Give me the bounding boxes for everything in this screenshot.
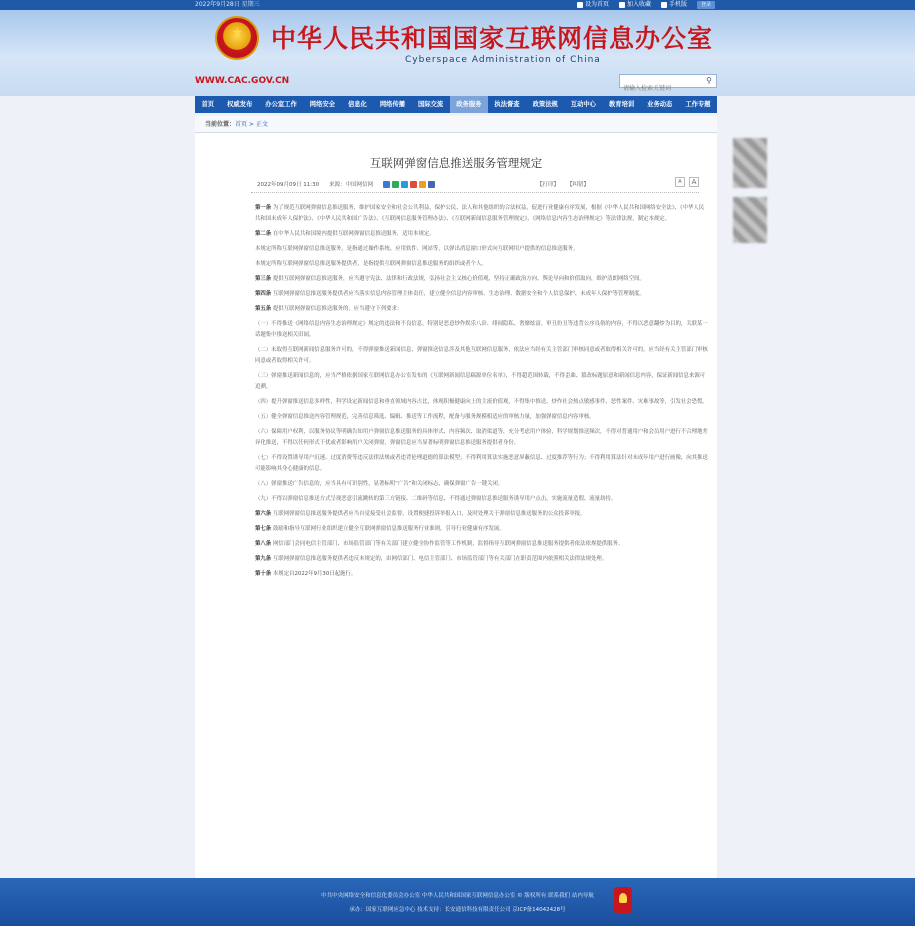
article-paragraph bbox=[255, 289, 709, 300]
share-weibo-icon[interactable] bbox=[410, 181, 417, 188]
nav-item[interactable]: 工作专题 bbox=[685, 101, 711, 108]
article-paragraph-lead: 第七条 bbox=[255, 526, 272, 532]
site-header bbox=[0, 10, 915, 96]
set-homepage-link[interactable]: 设为首页 bbox=[577, 0, 609, 10]
article-paragraph-text: 互联网弹窗信息推送服务提供者违反本规定的，由网信部门、电信主管部门、市场监管部门等有关部门在职责范围内依照相关法律法规处理。 bbox=[272, 556, 608, 562]
site-footer bbox=[0, 878, 915, 926]
nav-item[interactable]: 执法督查 bbox=[494, 101, 520, 108]
top-bar bbox=[0, 0, 915, 10]
article-paragraph-text: （六）保障用户权利，以服务协议等明确告知用户弹窗信息推送服务的具体形式、内容频次、取消渠道等，充分考虑用户体验，科学规划推送频次，不得对普通用户和会员用户进行不合理地差异化推送，不得以任何形式干扰或者影响用户关闭弹窗，弹窗信息应当显著标明弹窗信息推送服务提供者身份。 bbox=[255, 429, 708, 446]
nav-item[interactable]: 权威发布 bbox=[227, 101, 253, 108]
breadcrumb-prefix: 当前位置： bbox=[205, 121, 236, 128]
share-more-icon[interactable] bbox=[428, 181, 435, 188]
search-icon[interactable]: ⚲ bbox=[706, 76, 712, 85]
article-paragraph-text: 为了规范互联网弹窗信息推送服务，维护国家安全和社会公共利益，保护公民、法人和其他组织的合法权益，促进行业健康有序发展，根据《中华人民共和国网络安全法》、《中华人民共和国未成年人保护法》、《中华人民共和国广告法》、《互联网信息服务管理办法》、《互联网新闻信息服务管理规定》、《网络信息内容生态治理规定》等法律法规，制定本规定。 bbox=[255, 205, 705, 222]
site-url: WWW.CAC.GOV.CN bbox=[195, 76, 290, 86]
article-paragraph bbox=[255, 244, 709, 255]
blurred-thumbnail-1 bbox=[733, 138, 767, 188]
article-paragraph-text: 本规定所称互联网弹窗信息推送服务，是指通过操作系统、应用软件、网站等，以弹出消息窗口形式向互联网用户提供的信息推送服务。 bbox=[255, 246, 579, 252]
article-title: 互联网弹窗信息推送服务管理规定 bbox=[369, 156, 543, 170]
article-paragraph-text: 本规定所称互联网弹窗信息推送服务提供者，是指提供互联网弹窗信息推送服务的组织或者个人。 bbox=[255, 261, 487, 267]
search-box bbox=[619, 74, 717, 88]
share-qq-icon[interactable] bbox=[401, 181, 408, 188]
article-paragraph-text: （五）健全弹窗信息推送内容管理规范，完善信息筛选、编辑、推送等工作流程，配备与服务规模相适应的审核力量，加强弹窗信息内容审核。 bbox=[255, 414, 595, 420]
article-paragraph bbox=[255, 479, 709, 490]
article-paragraph-lead: 第三条 bbox=[255, 276, 272, 282]
star-icon bbox=[619, 2, 625, 8]
correct-link[interactable]: 【纠错】 bbox=[567, 182, 590, 188]
nav-item[interactable]: 政策法规 bbox=[532, 101, 558, 108]
article-paragraph bbox=[255, 539, 709, 550]
article-paragraph-lead: 第一条 bbox=[255, 205, 272, 211]
home-icon bbox=[577, 2, 583, 8]
share-icons bbox=[383, 181, 435, 188]
article-paragraph bbox=[255, 427, 709, 449]
article-paragraph-text: （八）弹窗推送广告信息的，应当具有可识别性，显著标明“广告”和关闭标志，确保弹窗广告一键关闭。 bbox=[255, 481, 504, 487]
article-panel bbox=[195, 133, 717, 878]
article-paragraph-lead: 第二条 bbox=[255, 231, 272, 237]
top-links bbox=[577, 0, 715, 10]
article-paragraph-text: 在中华人民共和国境内提供互联网弹窗信息推送服务，适用本规定。 bbox=[272, 231, 435, 237]
article-paragraph-text: 网信部门会同电信主管部门、市场监管部门等有关部门建立健全协作监管等工作机制，监督指导互联网弹窗信息推送服务提供者依法依规提供服务。 bbox=[272, 541, 624, 547]
article-paragraph bbox=[255, 412, 709, 423]
nav-item[interactable]: 教育培训 bbox=[608, 101, 635, 108]
nav-item[interactable]: 信息化 bbox=[347, 101, 367, 108]
article-paragraph bbox=[255, 229, 709, 240]
article-paragraph-lead: 第十条 bbox=[255, 571, 272, 577]
add-favorite-link[interactable]: 加入收藏 bbox=[619, 0, 651, 10]
article-paragraph bbox=[255, 453, 709, 475]
article-source: 中国网信网 bbox=[345, 182, 374, 188]
breadcrumb bbox=[195, 116, 717, 133]
meta-divider bbox=[251, 192, 699, 193]
article-paragraph-lead: 第九条 bbox=[255, 556, 272, 562]
article-paragraph-lead: 第五条 bbox=[255, 306, 272, 312]
article-paragraph bbox=[255, 371, 709, 393]
footer-line-2: 承办：国家互联网应急中心 技术支持：长安通信科技有限责任公司 京ICP备14042428号 bbox=[349, 907, 566, 913]
government-site-badge-icon[interactable] bbox=[614, 887, 632, 913]
article-paragraph-lead: 第八条 bbox=[255, 541, 272, 547]
article-paragraph-text: （一）不得推送《网络信息内容生态治理规定》规定的违法和不良信息，特别是恶意炒作娱乐八卦、绯闻隐私、奢靡炫富、审丑扮丑等违背公序良俗的内容，不得以恶意翻炒为目的，关联某一话题集中推送相关旧闻。 bbox=[255, 321, 708, 338]
share-qzone-icon[interactable] bbox=[383, 181, 390, 188]
nav-item[interactable]: 网络传播 bbox=[379, 101, 406, 108]
nav-item[interactable]: 国际交流 bbox=[418, 101, 444, 108]
article-paragraph bbox=[255, 319, 709, 341]
article-paragraph bbox=[255, 524, 709, 535]
article-paragraph-text: （三）弹窗推送新闻信息的，应当严格依据国家互联网信息办公室发布的《互联网新闻信息稿源单位名单》，不得超范围转载，不得歪曲、篡改标题原意和新闻信息内容，保证新闻信息来源可追溯。 bbox=[255, 373, 706, 390]
article-paragraph bbox=[255, 203, 709, 225]
article-paragraph bbox=[255, 345, 709, 367]
footer-line-1: 中共中央网络安全和信息化委员会办公室 中华人民共和国国家互联网信息办公室 © 版权所有 联系我们 站内导航 bbox=[321, 893, 594, 899]
article-paragraph-lead: 第四条 bbox=[255, 291, 272, 297]
share-wechat-icon[interactable] bbox=[392, 181, 399, 188]
article-paragraph bbox=[255, 304, 709, 315]
nav-item[interactable]: 业务动态 bbox=[647, 101, 673, 108]
article-paragraph-text: 提供互联网弹窗信息推送服务的，应当遵守下列要求： bbox=[272, 306, 403, 312]
site-subtitle: Cyberspace Administration of China bbox=[405, 55, 601, 65]
font-size-controls bbox=[675, 177, 699, 187]
article-paragraph bbox=[255, 494, 709, 505]
national-emblem-icon: ★ bbox=[215, 16, 259, 60]
font-smaller-button[interactable]: A bbox=[675, 177, 685, 187]
article-paragraph-text: （七）不得设置诱导用户沉迷、过度消费等违反法律法规或者违背伦理道德的算法模型；不得利用算法实施恶意屏蔽信息、过度推荐等行为；不得利用算法针对未成年用户进行画像，向其推送可能影响其身心健康的信息。 bbox=[255, 455, 708, 472]
article-paragraph bbox=[255, 569, 709, 580]
source-label: 来源： bbox=[329, 182, 346, 188]
article-paragraph bbox=[255, 274, 709, 285]
article-paragraph bbox=[255, 397, 709, 408]
article-paragraph bbox=[255, 259, 709, 270]
article-tools bbox=[537, 180, 589, 188]
breadcrumb-path[interactable]: 首页 > 正文 bbox=[235, 121, 268, 128]
article-paragraph-text: 鼓励和指导互联网行业组织建立健全互联网弹窗信息推送服务行业准则，引导行业健康有序发展。 bbox=[272, 526, 505, 532]
article-paragraph-text: 互联网弹窗信息推送服务提供者应当落实信息内容管理主体责任，建立健全信息内容审核、生态治理、数据安全和个人信息保护、未成年人保护等管理制度。 bbox=[272, 291, 645, 297]
login-button[interactable]: 登录 bbox=[697, 1, 715, 9]
mobile-icon bbox=[661, 2, 667, 8]
current-date: 2022年9月28日 星期三 bbox=[195, 1, 260, 8]
search-input[interactable] bbox=[620, 83, 702, 95]
article-paragraph-text: 互联网弹窗信息推送服务提供者应当自觉接受社会监督，设置便捷投诉举报入口，及时处理关于弹窗信息推送服务的公众投诉举报。 bbox=[272, 511, 586, 517]
article-paragraph bbox=[255, 509, 709, 520]
nav-item[interactable]: 政务服务 bbox=[450, 96, 488, 113]
article-paragraph-lead: 第六条 bbox=[255, 511, 272, 517]
nav-item[interactable]: 首页 bbox=[201, 101, 215, 108]
nav-item[interactable]: 办公室工作 bbox=[265, 101, 297, 108]
article-paragraph bbox=[255, 554, 709, 565]
main-nav bbox=[195, 96, 717, 113]
article-paragraph-text: 提供互联网弹窗信息推送服务，应当遵守宪法、法律和行政法规，弘扬社会主义核心价值观，坚持正确政治方向、舆论导向和价值取向，维护清朗网络空间。 bbox=[272, 276, 645, 282]
article-source-wrap bbox=[329, 180, 373, 188]
article-paragraph-text: （四）提升弹窗推送信息多样性，科学设定新闻信息和垂直领域内容占比，体现积极健康向上的主流价值观，不得集中推送、炒作社会热点敏感事件、恶性案件、灾难事故等，引发社会恐慌。 bbox=[255, 399, 708, 405]
print-link[interactable]: 【打印】 bbox=[537, 182, 560, 188]
nav-item[interactable]: 网络安全 bbox=[309, 101, 335, 108]
share-renren-icon[interactable] bbox=[419, 181, 426, 188]
site-title[interactable]: 中华人民共和国国家互联网信息办公室 bbox=[271, 24, 714, 53]
article-date: 2022年09月09日 11:30 bbox=[257, 182, 320, 188]
article-paragraph-text: 本规定自2022年9月30日起施行。 bbox=[272, 571, 357, 577]
article-meta bbox=[257, 180, 435, 188]
article-paragraph-text: （二）未取得互联网新闻信息服务许可的，不得弹窗推送新闻信息，弹窗推送信息涉及其他互联网信息服务，依法应当经有关主管部门审核同意或者取得相关许可的，应当经有关主管部门审核同意或者取得相关许可。 bbox=[255, 347, 708, 364]
mobile-version-link[interactable]: 手机版 bbox=[661, 0, 687, 10]
font-larger-button[interactable]: A bbox=[689, 177, 699, 187]
article-paragraph-text: （九）不得以弹窗信息推送方式呈现恶意引流跳转的第三方链接、二维码等信息，不得通过弹窗信息推送服务诱导用户点击，实施流量造假、流量劫持。 bbox=[255, 496, 617, 502]
blurred-thumbnail-2 bbox=[733, 197, 767, 243]
nav-item[interactable]: 互动中心 bbox=[570, 101, 596, 108]
article-body bbox=[255, 203, 709, 584]
